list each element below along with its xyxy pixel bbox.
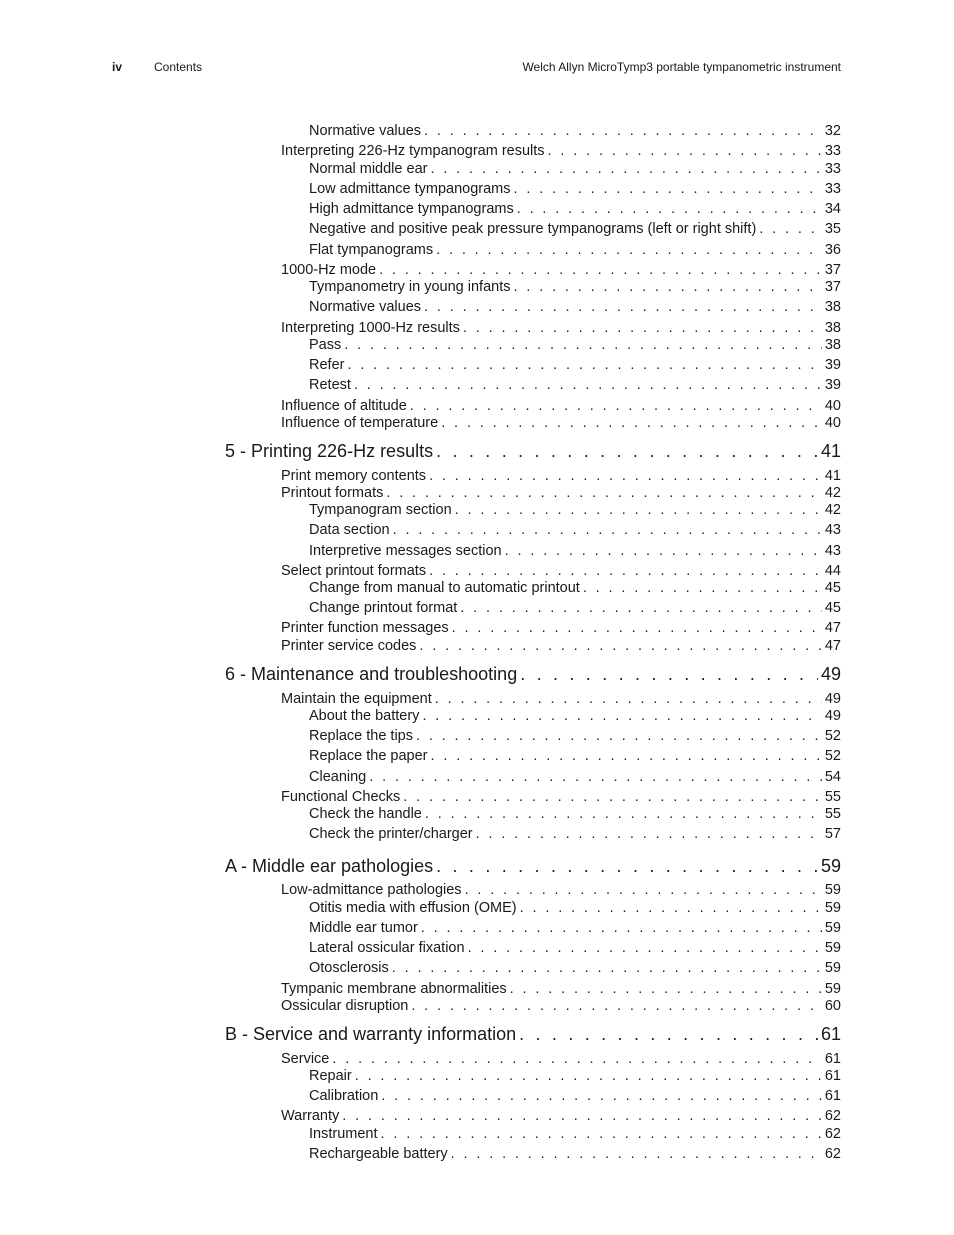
- toc-dot-leader: [759, 220, 822, 238]
- toc-page-number: 61: [824, 1068, 841, 1084]
- toc-page-number: 33: [824, 161, 841, 177]
- toc-entry-title: Maintain the equipment: [281, 691, 432, 707]
- toc-page-number: 41: [820, 441, 841, 461]
- toc-entry-title: Check the printer/charger: [309, 826, 473, 842]
- toc-dot-leader: [435, 690, 822, 708]
- toc-page-number: 35: [824, 221, 841, 237]
- toc-entry[interactable]: [281, 319, 841, 337]
- toc-entry-title: Normative values: [309, 299, 422, 315]
- toc-dot-leader: [517, 200, 822, 218]
- toc-entry-title: High admittance tympanograms: [309, 201, 514, 217]
- toc-dot-leader: [514, 278, 822, 296]
- toc-page-number: 57: [824, 826, 841, 842]
- toc-dot-leader: [369, 768, 822, 786]
- toc-page-number: 33: [824, 181, 841, 197]
- toc-entry-title: 1000-Hz mode: [281, 262, 377, 278]
- toc-page-number: 49: [820, 664, 841, 684]
- toc-page-number: 42: [824, 502, 841, 518]
- toc-dot-leader: [436, 241, 822, 259]
- toc-entry[interactable]: [281, 788, 841, 806]
- toc-page-number: 42: [824, 485, 841, 501]
- toc-entry-title: Middle ear tumor: [309, 920, 418, 936]
- toc-entry[interactable]: [309, 1067, 841, 1085]
- toc-entry-title: Pass: [309, 337, 342, 353]
- toc-entry-title: Interpreting 1000-Hz results: [281, 320, 460, 336]
- toc-entry-title: Change printout format: [309, 600, 458, 616]
- toc-page-number: 34: [824, 201, 841, 217]
- toc-dot-leader: [342, 1107, 822, 1125]
- toc-entry[interactable]: [309, 1145, 841, 1163]
- toc-page-number: 45: [824, 600, 841, 616]
- toc-dot-leader: [510, 980, 822, 998]
- toc-entry-title: Warranty: [281, 1108, 340, 1124]
- toc-dot-leader: [411, 997, 822, 1015]
- toc-dot-leader: [386, 484, 822, 502]
- toc-page-number: 55: [824, 789, 841, 805]
- toc-page-number: 49: [824, 708, 841, 724]
- toc-dot-leader: [419, 637, 821, 655]
- document-title: Welch Allyn MicroTymp3 portable tympanometric instrument: [522, 60, 841, 74]
- toc-entry-title: Tympanometry in young infants: [309, 279, 511, 295]
- toc-page-number: 54: [824, 769, 841, 785]
- toc-dot-leader: [425, 805, 822, 823]
- toc-dot-leader: [422, 707, 821, 725]
- toc-entry[interactable]: [281, 414, 841, 432]
- toc-entry[interactable]: [309, 579, 841, 597]
- toc-entry-title: Influence of temperature: [281, 415, 439, 431]
- toc-dot-leader: [424, 122, 822, 140]
- toc-dot-leader: [463, 319, 822, 337]
- toc-page-number: 61: [824, 1051, 841, 1067]
- toc-entry[interactable]: [281, 1050, 841, 1068]
- toc-entry[interactable]: [309, 599, 841, 617]
- toc-dot-leader: [451, 1145, 822, 1163]
- toc-entry[interactable]: [309, 122, 841, 140]
- toc-page-number: 47: [824, 638, 841, 654]
- toc-entry[interactable]: [309, 180, 841, 198]
- toc-entry[interactable]: [281, 467, 841, 485]
- toc-dot-leader: [429, 467, 822, 485]
- toc-entry-title: Low admittance tympanograms: [309, 181, 511, 197]
- toc-entry[interactable]: [281, 881, 841, 899]
- toc-entry-title: Lateral ossicular fixation: [309, 940, 465, 956]
- toc-entry[interactable]: [281, 980, 841, 998]
- toc-page-number: 45: [824, 580, 841, 596]
- toc-entry-title: Otitis media with effusion (OME): [309, 900, 517, 916]
- toc-page-number: 61: [824, 1088, 841, 1104]
- toc-page-number: 47: [824, 620, 841, 636]
- toc-dot-leader: [392, 959, 822, 977]
- toc-dot-leader: [355, 1067, 822, 1085]
- toc-entry-title: Interpreting 226-Hz tympanogram results: [281, 143, 545, 159]
- toc-page-number: 59: [820, 856, 841, 876]
- toc-dot-leader: [347, 356, 821, 374]
- toc-entry-title: Cleaning: [309, 769, 367, 785]
- toc-chapter-entry[interactable]: [225, 855, 841, 877]
- toc-dot-leader: [403, 788, 822, 806]
- toc-entry[interactable]: [281, 1107, 841, 1125]
- toc-entry-title: Ossicular disruption: [281, 998, 409, 1014]
- toc-entry-title: Tympanogram section: [309, 502, 452, 518]
- toc-entry[interactable]: [309, 805, 841, 823]
- toc-entry-title: Replace the tips: [309, 728, 413, 744]
- toc-entry-title: Influence of altitude: [281, 398, 407, 414]
- toc-page-number: 60: [824, 998, 841, 1014]
- toc-dot-leader: [441, 414, 822, 432]
- toc-entry[interactable]: [309, 298, 841, 316]
- toc-page-number: 62: [824, 1108, 841, 1124]
- toc-entry-title: Repair: [309, 1068, 352, 1084]
- toc-entry[interactable]: [309, 220, 841, 238]
- toc-entry[interactable]: [309, 542, 841, 560]
- toc-page-number: 52: [824, 728, 841, 744]
- toc-page-number: 59: [824, 920, 841, 936]
- toc-dot-leader: [514, 180, 822, 198]
- toc-entry-title: Calibration: [309, 1088, 379, 1104]
- toc-page-number: 44: [824, 563, 841, 579]
- toc-entry[interactable]: [309, 241, 841, 259]
- toc-entry-title: Flat tympanograms: [309, 242, 434, 258]
- toc-entry[interactable]: [309, 278, 841, 296]
- toc-entry[interactable]: [309, 707, 841, 725]
- toc-entry[interactable]: [281, 637, 841, 655]
- toc-page-number: 41: [824, 468, 841, 484]
- toc-dot-leader: [468, 939, 822, 957]
- toc-page-number: 62: [824, 1126, 841, 1142]
- toc-dot-leader: [519, 1023, 818, 1045]
- toc-entry-title: Retest: [309, 377, 351, 393]
- toc-page-number: 55: [824, 806, 841, 822]
- toc-entry-title: Otosclerosis: [309, 960, 389, 976]
- toc-entry-title: Replace the paper: [309, 748, 428, 764]
- toc-page-number: 36: [824, 242, 841, 258]
- toc-entry[interactable]: [281, 142, 841, 160]
- toc-page-number: 52: [824, 748, 841, 764]
- toc-dot-leader: [421, 919, 822, 937]
- toc-page-number: 59: [824, 882, 841, 898]
- toc-dot-leader: [431, 747, 822, 765]
- toc-entry[interactable]: [281, 997, 841, 1015]
- toc-entry[interactable]: [309, 376, 841, 394]
- toc-dot-leader: [430, 160, 821, 178]
- toc-entry-title: Printer function messages: [281, 620, 449, 636]
- toc-page-number: 38: [824, 320, 841, 336]
- toc-entry[interactable]: [309, 747, 841, 765]
- toc-page-number: 37: [824, 279, 841, 295]
- toc-page-number: 32: [824, 123, 841, 139]
- toc-page-number: 61: [820, 1024, 841, 1044]
- toc-page-number: 39: [824, 377, 841, 393]
- toc-page-number: 37: [824, 262, 841, 278]
- toc-entry[interactable]: [309, 899, 841, 917]
- toc-page-number: 38: [824, 299, 841, 315]
- toc-entry[interactable]: [309, 727, 841, 745]
- toc-entry-title: Service: [281, 1051, 330, 1067]
- toc-dot-leader: [429, 562, 822, 580]
- toc-dot-leader: [381, 1087, 822, 1105]
- toc-dot-leader: [381, 1125, 822, 1143]
- toc-dot-leader: [548, 142, 822, 160]
- toc-page-number: 59: [824, 981, 841, 997]
- toc-entry-title: Refer: [309, 357, 345, 373]
- toc-entry-title: A - Middle ear pathologies: [225, 856, 434, 876]
- toc-page-number: 59: [824, 960, 841, 976]
- toc-entry[interactable]: [309, 501, 841, 519]
- toc-dot-leader: [452, 619, 822, 637]
- toc-page-number: 38: [824, 337, 841, 353]
- toc-entry-title: Rechargeable battery: [309, 1146, 448, 1162]
- toc-page-number: 59: [824, 940, 841, 956]
- toc-entry-title: Change from manual to automatic printout: [309, 580, 580, 596]
- toc-dot-leader: [379, 261, 822, 279]
- toc-entry-title: Instrument: [309, 1126, 378, 1142]
- toc-dot-leader: [455, 501, 822, 519]
- toc-entry-title: About the battery: [309, 708, 420, 724]
- toc-page-number: 59: [824, 900, 841, 916]
- toc-dot-leader: [505, 542, 822, 560]
- toc-page-number: 33: [824, 143, 841, 159]
- toc-chapter-entry[interactable]: [225, 440, 841, 462]
- toc-dot-leader: [520, 663, 818, 685]
- toc-dot-leader: [416, 727, 822, 745]
- toc-page-number: 62: [824, 1146, 841, 1162]
- toc-dot-leader: [460, 599, 822, 617]
- toc-dot-leader: [436, 855, 818, 877]
- toc-entry[interactable]: [309, 959, 841, 977]
- toc-entry[interactable]: [309, 200, 841, 218]
- toc-entry[interactable]: [281, 619, 841, 637]
- toc-entry-title: Printout formats: [281, 485, 384, 501]
- toc-dot-leader: [520, 899, 822, 917]
- toc-entry-title: Data section: [309, 522, 390, 538]
- toc-dot-leader: [465, 881, 822, 899]
- toc-dot-leader: [476, 825, 822, 843]
- toc-dot-leader: [354, 376, 822, 394]
- toc-entry[interactable]: [281, 261, 841, 279]
- toc-dot-leader: [344, 336, 822, 354]
- toc-page-number: 39: [824, 357, 841, 373]
- toc-page-number: 43: [824, 522, 841, 538]
- toc-chapter-entry[interactable]: [225, 663, 841, 685]
- toc-dot-leader: [424, 298, 822, 316]
- toc-page-number: 49: [824, 691, 841, 707]
- toc-dot-leader: [410, 397, 822, 415]
- toc-entry-title: 5 - Printing 226-Hz results: [225, 441, 434, 461]
- toc-entry[interactable]: [281, 484, 841, 502]
- toc-dot-leader: [332, 1050, 822, 1068]
- toc-entry[interactable]: [309, 1087, 841, 1105]
- toc-entry[interactable]: [309, 356, 841, 374]
- toc-entry-title: Functional Checks: [281, 789, 401, 805]
- toc-entry[interactable]: [309, 919, 841, 937]
- toc-dot-leader: [583, 579, 822, 597]
- toc-page-number: 43: [824, 543, 841, 559]
- toc-page-number: 40: [824, 398, 841, 414]
- toc-entry-title: Select printout formats: [281, 563, 427, 579]
- toc-entry-title: Normative values: [309, 123, 422, 139]
- toc-entry[interactable]: [281, 397, 841, 415]
- toc-entry[interactable]: [309, 160, 841, 178]
- toc-entry[interactable]: [309, 825, 841, 843]
- page-number: iv: [112, 60, 123, 74]
- toc-entry-title: Interpretive messages section: [309, 543, 502, 559]
- toc-entry[interactable]: [309, 939, 841, 957]
- toc-entry-title: Normal middle ear: [309, 161, 428, 177]
- section-name: Contents: [154, 60, 203, 74]
- toc-dot-leader: [393, 521, 822, 539]
- toc-entry-title: B - Service and warranty information: [225, 1024, 517, 1044]
- toc-entry[interactable]: [281, 690, 841, 708]
- toc-entry-title: 6 - Maintenance and troubleshooting: [225, 664, 518, 684]
- toc-entry-title: Low-admittance pathologies: [281, 882, 462, 898]
- toc-page-number: 40: [824, 415, 841, 431]
- toc-entry[interactable]: [309, 1125, 841, 1143]
- toc-dot-leader: [436, 440, 818, 462]
- toc-entry[interactable]: [309, 521, 841, 539]
- toc-entry-title: Tympanic membrane abnormalities: [281, 981, 507, 997]
- toc-entry[interactable]: [309, 768, 841, 786]
- toc-entry-title: Print memory contents: [281, 468, 427, 484]
- toc-entry-title: Negative and positive peak pressure tympanograms (left or right shift): [309, 221, 757, 237]
- toc-chapter-entry[interactable]: [225, 1023, 841, 1045]
- toc-entry-title: Check the handle: [309, 806, 422, 822]
- toc-entry[interactable]: [281, 562, 841, 580]
- toc-entry-title: Printer service codes: [281, 638, 417, 654]
- toc-entry[interactable]: [309, 336, 841, 354]
